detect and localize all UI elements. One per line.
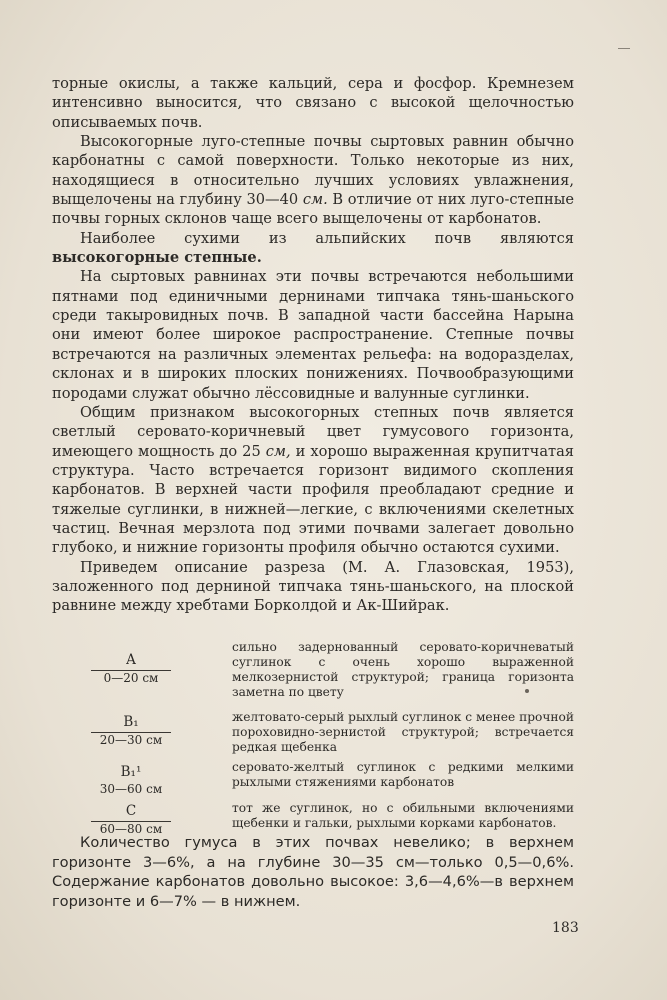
horizon-name: B₁¹ <box>120 764 142 780</box>
horizon-label <box>52 640 210 686</box>
unit-cm: см. <box>302 191 328 209</box>
horizon-depth: 0—20 см <box>103 671 159 685</box>
horizon-description: сильно задернованный серовато-коричневатый суглинок с очень хорошо выраженной мелкозернистой структурой; граница горизонта заметна по цвету <box>232 640 574 700</box>
paragraph-2 <box>52 132 574 229</box>
horizon-row <box>52 760 574 801</box>
soil-profile-table <box>52 640 574 841</box>
paragraph-5-text-b: и хорошо выраженная крупитчатая структура. Часто встречается горизонт видимого скопления карбонатов. В верхней части профиля преобладают средние и тяжелые суглинки, в нижней—легкие, с включениями скелетных частиц. Вечная мерзлота под этими почвами залегает довольно глубоко, и нижние горизонты профиля обычно остаются сухими. <box>52 442 574 557</box>
horizon-depth: 20—30 см <box>99 733 163 747</box>
paragraph-1 <box>52 74 574 132</box>
paragraph-1-text: торные окислы, а также кальций, сера и фосфор. Кремнезем интенсивно выносится, что связано с высокой щелочностью описываемых почв. <box>52 75 574 131</box>
paragraph-6-text: Приведем описание разреза (М. А. Глазовская, 1953), заложенного под дерниной типчака тянь-шаньского, на плоской равнине между хребтами Борколдой и Ак-Шийрак. <box>52 558 574 615</box>
paragraph-7 <box>52 833 574 911</box>
horizon-label <box>52 760 210 797</box>
horizon-row <box>52 710 574 760</box>
unit-cm: см, <box>265 442 291 460</box>
paragraph-5 <box>52 403 574 558</box>
horizon-label <box>52 801 210 837</box>
horizon-name: A <box>91 652 171 671</box>
horizon-description: желтовато-серый рыхлый суглинок с менее прочной пороховидно-зернистой структурой; встречается редкая щебенка <box>232 710 574 755</box>
paragraph-3 <box>52 229 574 268</box>
paragraph-3-text: Наиболее сухими из альпийских почв являются <box>80 229 574 247</box>
paragraph-4 <box>52 267 574 402</box>
term-high-mountain-steppe: высокогорные степные. <box>52 249 262 267</box>
edge-mark <box>618 48 630 49</box>
horizon-depth: 60—80 см <box>99 822 163 836</box>
horizon-depth: 30—60 см <box>99 782 163 796</box>
paragraph-4-text: На сыртовых равнинах эти почвы встречаются небольшими пятнами под единичными дернинами типчака тянь-шаньского среди такыровидных почв. В западной части бассейна Нарына они имеют более широкое распространение. Степные почвы встречаются на различных элементах рельефа: на водоразделах, склонах и в широких плоских понижениях. Почвообразующими породами служат обычно лёссовидные и валунные суглинки. <box>52 268 574 402</box>
page-number: 183 <box>552 920 579 936</box>
body-text <box>52 74 574 616</box>
paragraph-5-text-a: Общим признаком высокогорных степных почв является светлый серовато-коричневый цвет гумусового горизонта, имеющего мощность до 25 <box>52 403 574 460</box>
paragraph-7-text: Количество гумуса в этих почвах невелико; в верхнем горизонте 3—6%, а на глубине 30—35 см—только 0,5—0,6%. Содержание карбонатов довольно высокое: 3,6—4,6%—в верхнем горизонте и 6—7% — в нижнем. <box>52 834 574 910</box>
paragraph-2-text-b: В отличие от них луго-степные почвы горных склонов чаще всего выщелочены от карбонатов. <box>52 191 574 228</box>
paragraph-6 <box>52 558 574 616</box>
closing-text <box>52 833 574 911</box>
horizon-name: B₁ <box>91 714 171 733</box>
horizon-description: серовато-желтый суглинок с редкими мелкими рыхлыми стяжениями карбонатов <box>232 760 574 790</box>
paragraph-2-text-a: Высокогорные луго-степные почвы сыртовых равнин обычно карбонатны с самой поверхности. Только некоторые из них, находящиеся в относительно лучших условиях увлажнения, выщелочены на глубину 30—40 <box>52 133 574 209</box>
horizon-label <box>52 710 210 748</box>
horizon-description: тот же суглинок, но с обильными включениями щебенки и гальки, рыхлыми корками карбонатов. <box>232 801 574 831</box>
horizon-row <box>52 640 574 710</box>
horizon-name: C <box>91 803 171 822</box>
